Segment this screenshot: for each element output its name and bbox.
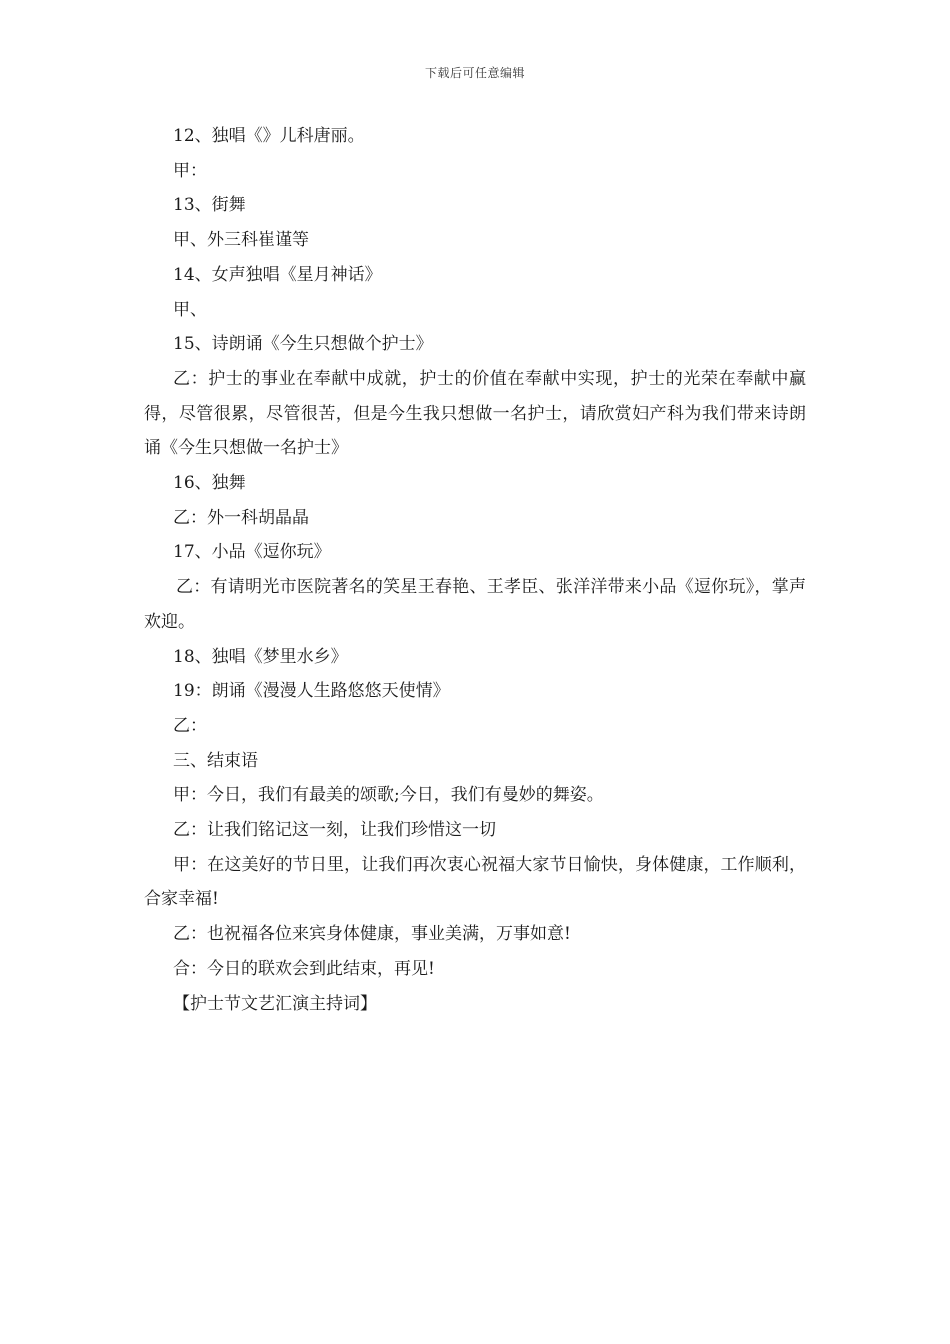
program-item-16: 16、独舞 (173, 473, 246, 494)
host-line: 乙： (173, 715, 207, 736)
program-item-13: 13、街舞 (173, 195, 246, 216)
host-line: 乙：外一科胡晶晶 (173, 507, 309, 528)
host-line: 乙：也祝福各位来宾身体健康，事业美满，万事如意! (173, 924, 571, 945)
host-line: 甲：今日，我们有最美的颂歌;今日，我们有曼妙的舞姿。 (173, 785, 604, 806)
host-line: 甲： (173, 160, 207, 181)
program-item-17: 17、小品《逗你玩》 (173, 542, 331, 563)
program-item-19: 19：朗诵《漫漫人生路悠悠天使情》 (173, 681, 450, 702)
host-line: 甲、外三科崔谨等 (173, 230, 309, 251)
program-item-14: 14、女声独唱《星月神话》 (173, 264, 382, 285)
host-paragraph: 乙：护士的事业在奉献中成就，护士的价值在奉献中实现，护士的光荣在奉献中赢得，尽管很累，尽管很苦，但是今生我只想做一名护士，请欣赏妇产科为我们带来诗朗诵《今生只想做一名护士》 (144, 368, 806, 459)
host-line: 乙：让我们铭记这一刻，让我们珍惜这一切 (173, 820, 496, 841)
host-line: 合：今日的联欢会到此结束，再见! (173, 958, 435, 979)
document-body (144, 119, 806, 1021)
document-title-tag: 【护士节文艺汇演主持词】 (173, 993, 377, 1014)
program-item-12: 12、独唱《》儿科唐丽。 (173, 126, 365, 146)
program-item-18: 18、独唱《梦里水乡》 (173, 646, 348, 667)
program-item-15: 15、诗朗诵《今生只想做个护士》 (173, 334, 433, 355)
host-paragraph: 甲：在这美好的节日里，让我们再次衷心祝福大家节日愉快，身体健康，工作顺利，合家幸福! (144, 854, 806, 910)
section-heading: 三、结束语 (173, 750, 258, 771)
host-paragraph: 乙：有请明光市医院著名的笑星王春艳、王孝臣、张洋洋带来小品《逗你玩》，掌声欢迎。 (144, 577, 806, 632)
page-header: 下载后可任意编辑 (424, 66, 525, 80)
host-line: 甲、 (173, 299, 207, 320)
